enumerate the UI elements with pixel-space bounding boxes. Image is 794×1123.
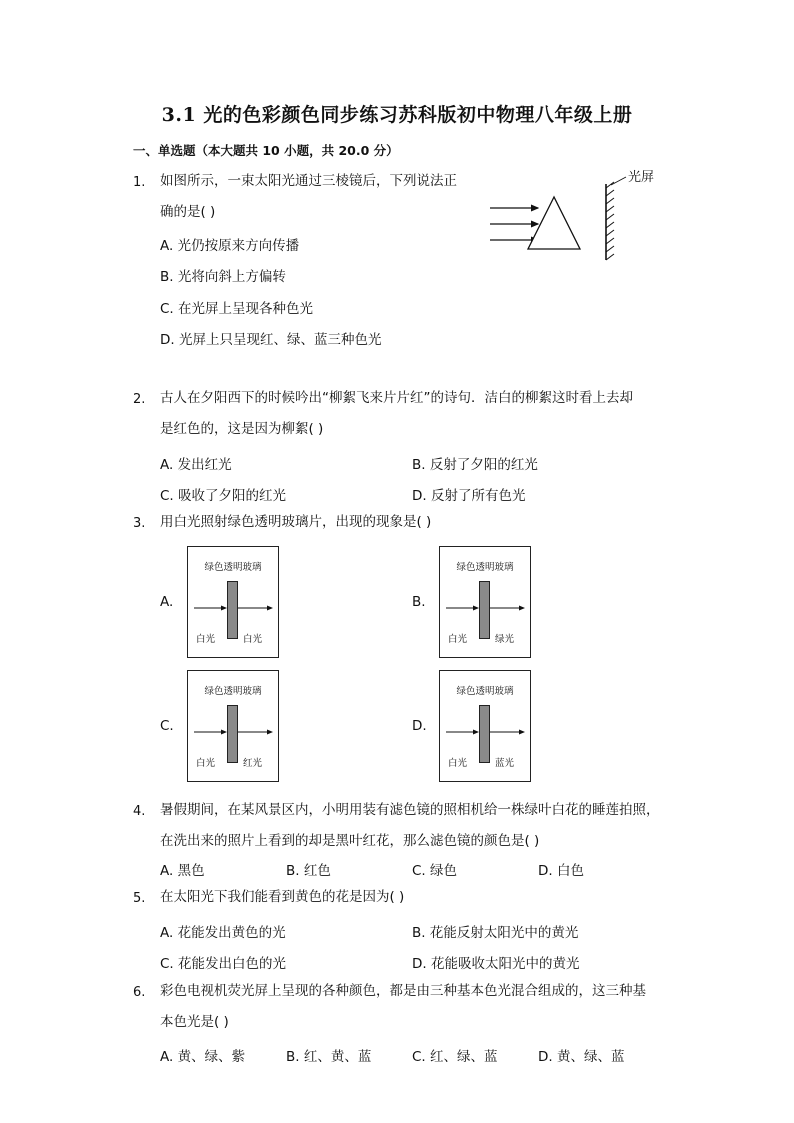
figure-caption: 绿色透明玻璃 [204, 686, 262, 697]
option-d[interactable]: D. [412, 718, 427, 734]
option-a[interactable]: A. 花能发出黄色的光 [160, 925, 286, 941]
figure-caption: 绿色透明玻璃 [456, 686, 514, 697]
question-number: 4. [133, 804, 146, 819]
incident-light-label: 白光 [196, 758, 216, 769]
green-glass-plate [479, 705, 490, 763]
question-text-line: 本色光是( ) [160, 1014, 229, 1030]
prism-shape [528, 197, 580, 249]
question-text-line: 用白光照射绿色透明玻璃片，出现的现象是( ) [160, 514, 432, 530]
option-b[interactable]: B. 红色 [286, 863, 331, 879]
question-text-line: 暑假期间，在某风景区内，小明用装有滤色镜的照相机给一株绿叶白花的睡莲拍照， [160, 802, 660, 818]
question-number: 5. [133, 891, 146, 906]
transmitted-light-label: 白光 [243, 634, 263, 645]
page-title: 3.1 光的色彩颜色同步练习苏科版初中物理八年级上册 [161, 104, 633, 126]
prism-figure [488, 166, 668, 266]
option-c[interactable]: C. 绿色 [412, 863, 458, 879]
option-b[interactable]: B. 花能反射太阳光中的黄光 [412, 925, 579, 941]
figure-b [439, 546, 531, 658]
option-d[interactable]: D. 黄、绿、蓝 [538, 1049, 625, 1065]
question-text-line: 古人在夕阳西下的时候吟出“柳絮飞来片片红”的诗句．洁白的柳絮这时看上去却 [160, 390, 633, 406]
green-glass-plate [479, 581, 490, 639]
option-a[interactable]: A. 光仍按原来方向传播 [160, 238, 300, 254]
transmitted-light-label: 蓝光 [495, 758, 515, 769]
question-number: 6. [133, 985, 146, 1000]
question-number: 1. [133, 175, 146, 190]
question-text-line: 彩色电视机荧光屏上呈现的各种颜色，都是由三种基本色光混合组成的，这三种基 [160, 983, 646, 999]
question-number: 3. [133, 516, 146, 531]
option-c[interactable]: C. 花能发出白色的光 [160, 956, 287, 972]
question-text-line: 如图所示，一束太阳光通过三棱镜后，下列说法正 [160, 173, 457, 189]
option-b[interactable]: B. 光将向斜上方偏转 [160, 269, 286, 285]
option-c[interactable]: C. [160, 718, 174, 734]
green-glass-plate [227, 705, 238, 763]
option-b[interactable]: B. [412, 594, 426, 610]
section-heading: 一、单选题（本大题共 10 小题，共 20.0 分） [133, 143, 399, 158]
figure-caption: 绿色透明玻璃 [204, 562, 262, 573]
option-b[interactable]: B. 反射了夕阳的红光 [412, 457, 538, 473]
option-d[interactable]: D. 光屏上只呈现红、绿、蓝三种色光 [160, 332, 382, 348]
incident-light-label: 白光 [196, 634, 216, 645]
option-d[interactable]: D. 白色 [538, 863, 584, 879]
question-text-line: 确的是( ) [160, 204, 216, 220]
figure-a [187, 546, 279, 658]
figure-d [439, 670, 531, 782]
green-glass-plate [227, 581, 238, 639]
figure-caption: 绿色透明玻璃 [456, 562, 514, 573]
incident-light-label: 白光 [448, 634, 468, 645]
screen-label: 光屏 [628, 170, 655, 185]
incident-light-label: 白光 [448, 758, 468, 769]
question-text-line: 在太阳光下我们能看到黄色的花是因为( ) [160, 889, 405, 905]
option-c[interactable]: C. 红、绿、蓝 [412, 1049, 498, 1065]
option-d[interactable]: D. 花能吸收太阳光中的黄光 [412, 956, 580, 972]
option-a[interactable]: A. 发出红光 [160, 457, 232, 473]
option-a[interactable]: A. 黑色 [160, 863, 205, 879]
question-text-line: 在洗出来的照片上看到的却是黑叶红花，那么滤色镜的颜色是( ) [160, 833, 540, 849]
question-text-line: 是红色的，这是因为柳絮( ) [160, 421, 324, 437]
option-a[interactable]: A. 黄、绿、紫 [160, 1049, 246, 1065]
option-c[interactable]: C. 在光屏上呈现各种色光 [160, 301, 314, 317]
transmitted-light-label: 绿光 [495, 634, 515, 645]
question-number: 2. [133, 392, 146, 407]
figure-c [187, 670, 279, 782]
option-b[interactable]: B. 红、黄、蓝 [286, 1049, 372, 1065]
transmitted-light-label: 红光 [243, 758, 263, 769]
option-c[interactable]: C. 吸收了夕阳的红光 [160, 488, 287, 504]
option-a[interactable]: A. [160, 594, 174, 610]
option-d[interactable]: D. 反射了所有色光 [412, 488, 526, 504]
